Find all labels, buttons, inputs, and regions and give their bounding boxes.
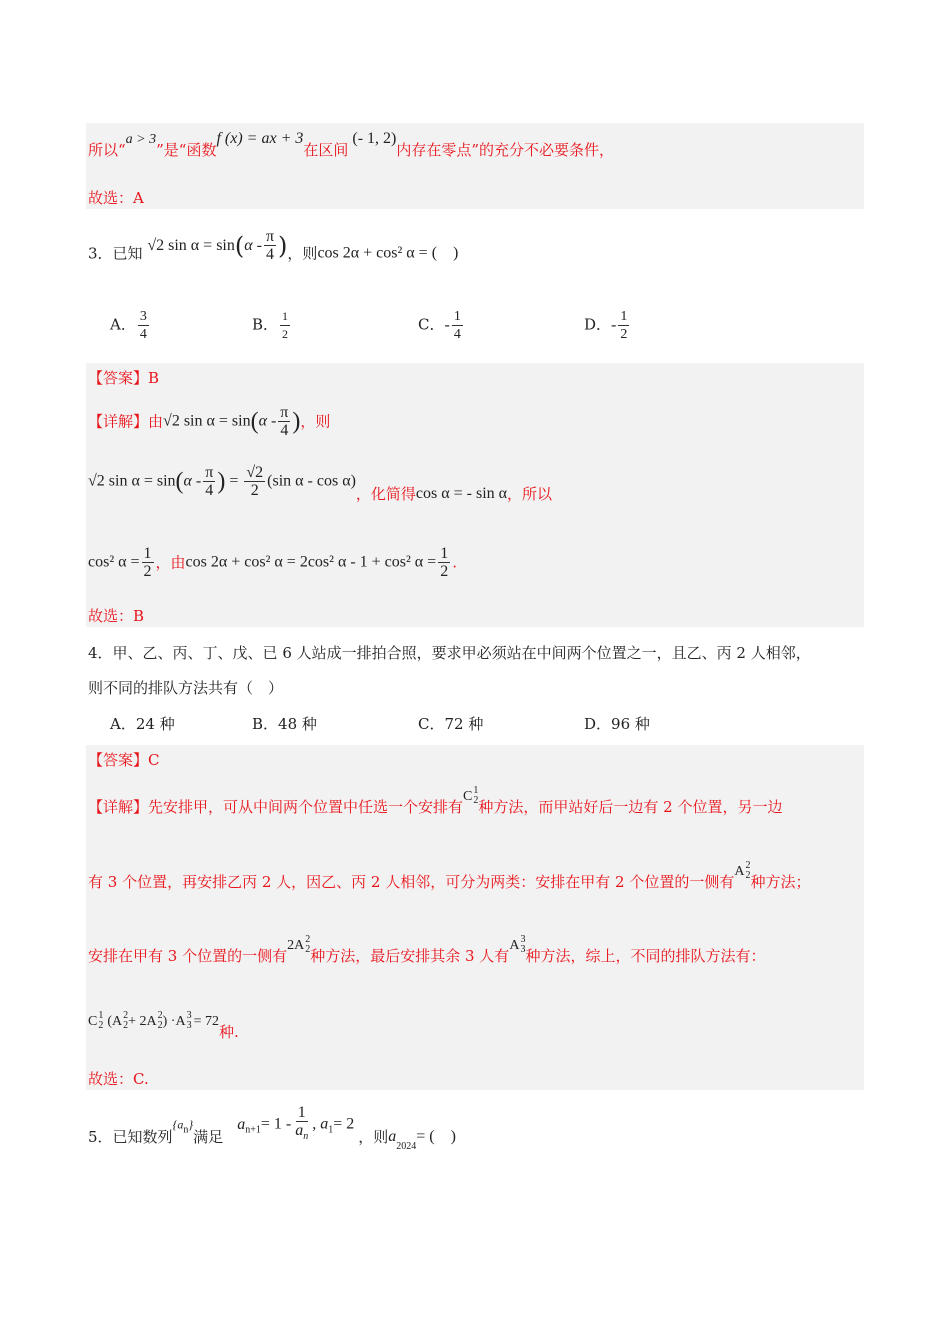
q4-option-c[interactable]: C．72 种: [418, 715, 484, 733]
q3-detail-2: √2 sin α = sin(α - $\frac{\pi}{4}$ ) = $\frac{√2}{2}$ (sin α - cos α)，化简得cos α = - sin α，所以: [88, 464, 553, 503]
q3-option-c[interactable]: C．- $\frac{1}{4}$: [418, 309, 461, 342]
q3-options: [88, 308, 788, 348]
q4-answer: 【答案】C: [88, 751, 160, 769]
q3-option-b[interactable]: B． $\frac{1}{2}$: [252, 309, 289, 341]
solution-highlight-q2: [86, 123, 864, 209]
q4-detail-2: 有 3 个位置，再安排乙丙 2 人，因乙、丙 2 人相邻，可分为两类：安排在甲有 2 个位置的一侧有A 2 2 种方法；: [88, 860, 811, 891]
q4-option-a[interactable]: A．24 种: [110, 715, 175, 733]
q4-detail-3: 安排在甲有 3 个位置的一侧有2A 2 2 种方法，最后安排其余 3 人有A 3 3 种方法，综上，不同的排队方法有：: [88, 934, 766, 965]
q3-answer: 【答案】B: [88, 369, 160, 387]
q3-option-a[interactable]: A． $\frac{3}{4}$: [110, 309, 147, 342]
q4-option-d[interactable]: D．96 种: [584, 715, 650, 733]
q4-stem-1: 4．甲、乙、丙、丁、戊、已 6 人站成一排拍合照，要求甲必须站在中间两个位置之一，且乙、丙 2 人相邻，: [88, 644, 811, 662]
q3-detail-1: 【详解】由√2 sin α = sin(α - $\frac{\pi}{4}$ )，则: [88, 404, 331, 439]
q4-stem-2: 则不同的排队方法共有（ ）: [88, 679, 284, 697]
q4-options: [88, 714, 788, 738]
q3-detail-3: cos² α = $\frac{1}{2}$ ，由cos 2α + cos² α = 2cos² α - 1 + cos² α = $\frac{1}{2}$ .: [88, 545, 457, 580]
q4-detail-1: 【详解】先安排甲，可从中间两个位置中任选一个安排有C 1 2 种方法，而甲站好后一边有 2 个位置，另一边: [88, 785, 783, 816]
q3-choice: 故选：B: [88, 607, 145, 625]
q3-option-d[interactable]: D．- $\frac{1}{2}$: [584, 309, 628, 342]
q4-formula: C 1 2 (A 2 2 + 2A 2 2 ) ·A 3 3 = 72种.: [88, 1010, 239, 1041]
q5-stem: 5．已知数列$\{a_n\}$满足$a_{n+1}= 1$ - $\frac{1}{a_n}$ , $a_1= 2$，则$a_{2024}=$ ( ): [88, 1104, 456, 1152]
q2-conclusion: 所以“a > 3”是“函数f (x) = ax + 3在区间(- 1, 2)内存在零点”的充分不必要条件，: [88, 130, 615, 159]
q3-stem: 3．已知 √2 sin α = sin(α - $\frac{\pi}{4}$ )，则cos 2α + cos² α = ( ): [88, 228, 459, 263]
q4-option-b[interactable]: B．48 种: [252, 715, 317, 733]
q4-choice: 故选：C.: [88, 1070, 149, 1088]
q2-choice: 故选：A: [88, 189, 144, 207]
